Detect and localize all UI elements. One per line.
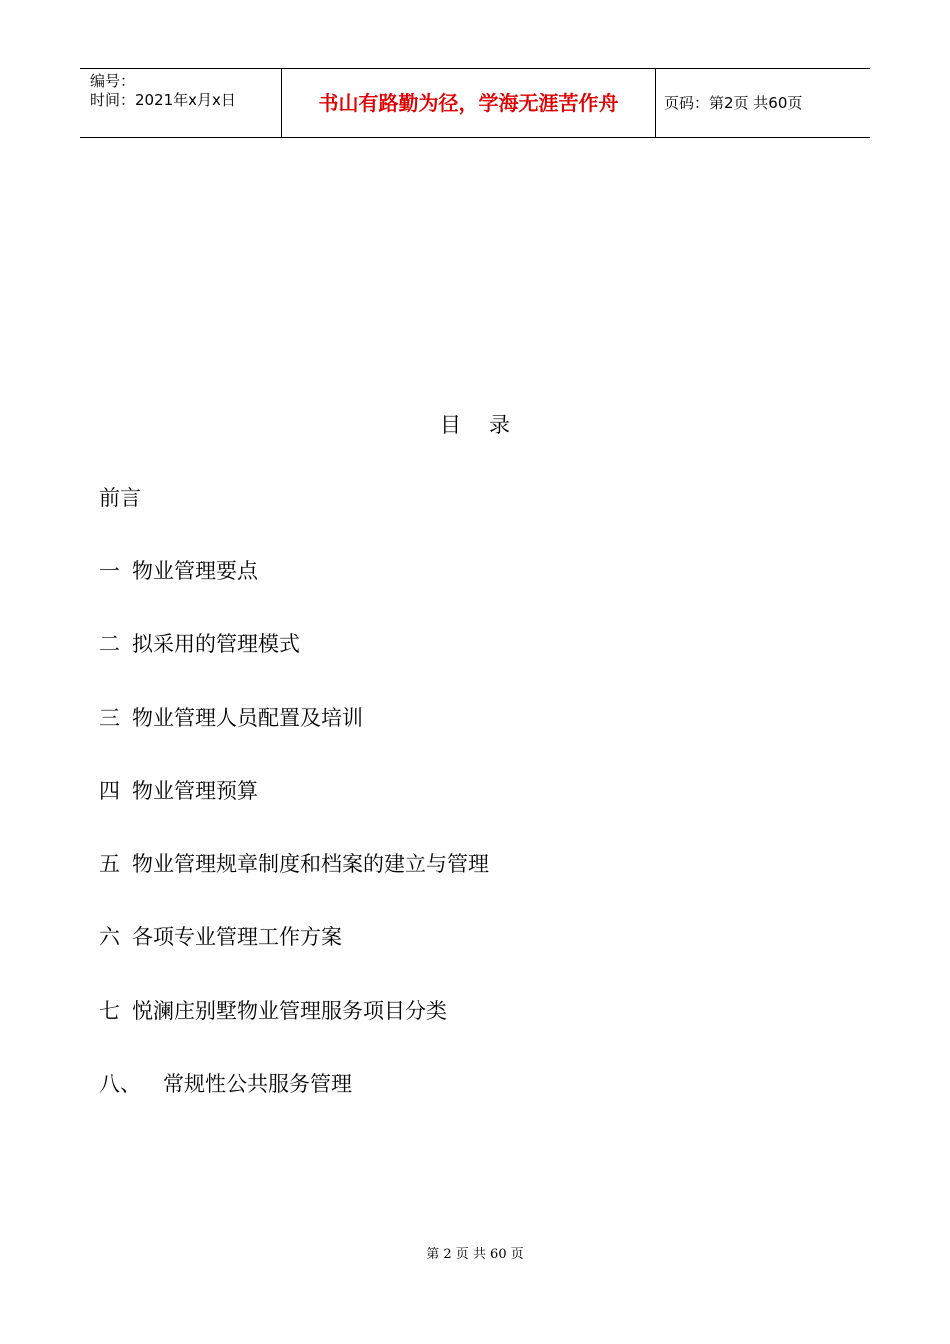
- toc-item-label: 物业管理预算: [132, 779, 258, 803]
- toc-item-5: [99, 850, 489, 878]
- header-right-cell: [655, 69, 870, 137]
- document-code-label: 编号：: [90, 72, 136, 90]
- toc-item-6: [99, 923, 342, 951]
- toc-item-label: 物业管理规章制度和档案的建立与管理: [132, 852, 489, 876]
- toc-item-label: 拟采用的管理模式: [132, 632, 300, 656]
- header-page-info: 页码：第2页 共60页: [664, 94, 803, 112]
- toc-item-number: 六: [99, 925, 120, 949]
- page-footer: 第 2 页 共 60 页: [426, 1247, 524, 1262]
- toc-item-preface: [99, 484, 141, 512]
- header-left-cell: [80, 69, 281, 137]
- toc-item-3: [99, 704, 363, 732]
- toc-item-number: 三: [99, 706, 120, 730]
- document-header: [80, 68, 870, 138]
- toc-item-label: 悦澜庄别墅物业管理服务项目分类: [132, 999, 447, 1023]
- toc-item-number: 二: [99, 632, 120, 656]
- toc-item-1: [99, 557, 258, 585]
- toc-item-label: 常规性公共服务管理: [163, 1072, 352, 1096]
- toc-title: 目录: [440, 413, 538, 437]
- header-motto: 书山有路勤为径，学海无涯苦作舟: [318, 91, 619, 115]
- header-middle-cell: [281, 69, 656, 137]
- toc-item-8: [99, 1070, 352, 1098]
- toc-item-number: 八、: [99, 1072, 141, 1096]
- toc-item-label: 前言: [99, 486, 141, 510]
- toc-item-7: [99, 997, 447, 1025]
- toc-item-label: 物业管理要点: [132, 559, 258, 583]
- toc-item-number: 五: [99, 852, 120, 876]
- document-time-label: 时间：2021年x月x日: [90, 91, 236, 109]
- toc-item-number: 一: [99, 559, 120, 583]
- toc-item-4: [99, 777, 258, 805]
- toc-item-number: 四: [99, 779, 120, 803]
- toc-item-number: 七: [99, 999, 120, 1023]
- toc-item-label: 物业管理人员配置及培训: [132, 706, 363, 730]
- toc-item-label: 各项专业管理工作方案: [132, 925, 342, 949]
- toc-item-2: [99, 630, 300, 658]
